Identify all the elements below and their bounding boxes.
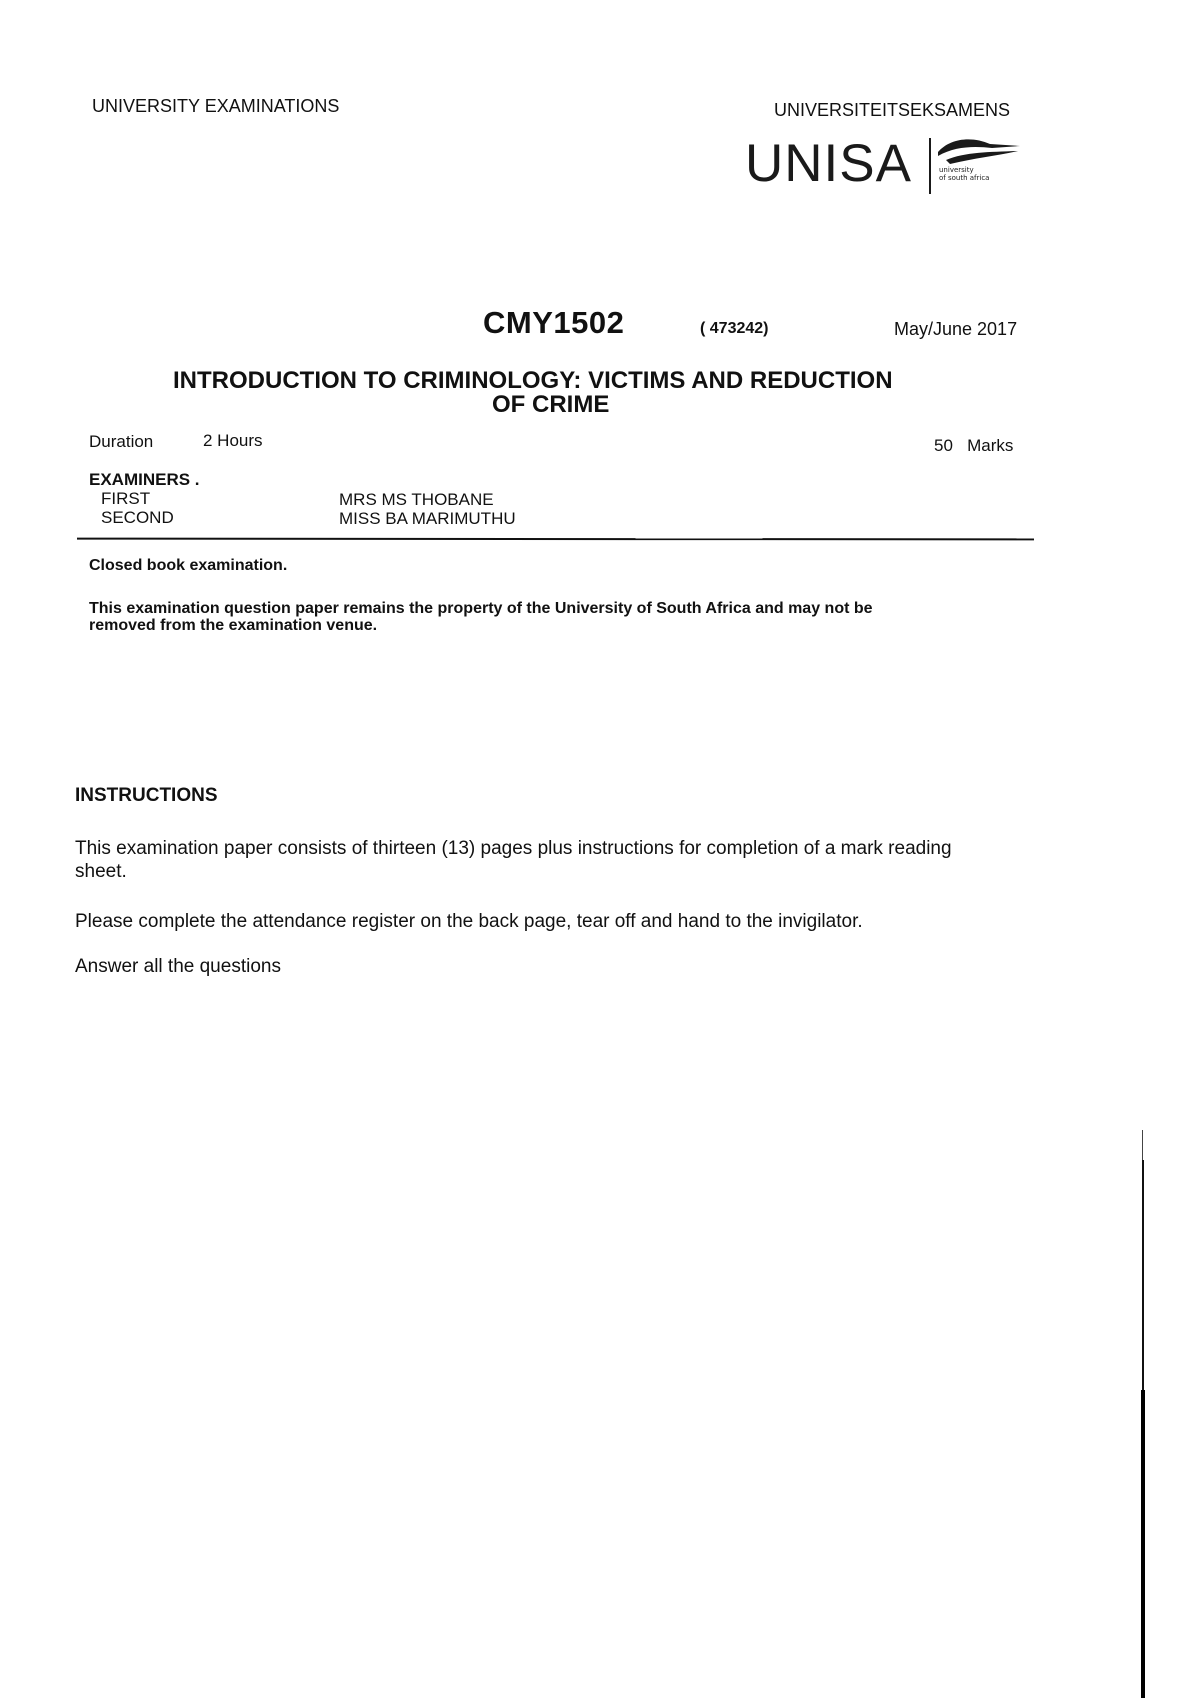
logo-tagline-1: university	[939, 166, 974, 174]
closed-book-notice: Closed book examination.	[89, 557, 288, 574]
logo-tagline-2: of south africa	[939, 174, 990, 182]
logo-bird-icon	[920, 134, 1035, 198]
first-examiner-label: FIRST	[101, 489, 151, 508]
course-code: CMY1502	[483, 305, 625, 340]
instruction-answer-all: Answer all the questions	[75, 956, 281, 977]
exam-session: May/June 2017	[894, 319, 1018, 339]
instruction-pages-line-1: This examination paper consists of thirteen (13) pages plus instructions for completion of a mark reading	[75, 838, 952, 859]
second-examiner-name: MISS BA MARIMUTHU	[339, 509, 516, 528]
instruction-attendance: Please complete the attendance register on the back page, tear off and hand to the invigilator.	[75, 911, 863, 932]
course-title-line-2: OF CRIME	[492, 391, 610, 418]
duration-label: Duration	[89, 432, 154, 451]
course-title-line-1: INTRODUCTION TO CRIMINOLOGY: VICTIMS AND REDUCTION	[173, 367, 893, 394]
duration-value: 2 Hours	[203, 431, 263, 450]
first-examiner-name: MRS MS THOBANE	[339, 490, 494, 509]
paper-number: ( 473242)	[700, 320, 769, 337]
logo-wordmark: UNISA	[745, 134, 912, 193]
examiners-heading: EXAMINERS .	[89, 470, 200, 489]
property-notice-line-1: This examination question paper remains the property of the University of South Africa and may not be	[89, 600, 873, 617]
property-notice-line-2: removed from the examination venue.	[89, 617, 378, 634]
instructions-heading: INSTRUCTIONS	[75, 785, 218, 806]
total-marks: 50 Marks	[934, 436, 1014, 455]
header-afrikaans: UNIVERSITEITSEKSAMENS	[774, 100, 1011, 120]
header-english: UNIVERSITY EXAMINATIONS	[92, 96, 340, 116]
instruction-pages-line-2: sheet.	[75, 861, 127, 882]
scan-edge-mark	[1141, 1130, 1146, 1698]
unisa-logo	[745, 134, 1035, 198]
section-divider	[77, 538, 1034, 541]
second-examiner-label: SECOND	[101, 508, 174, 527]
